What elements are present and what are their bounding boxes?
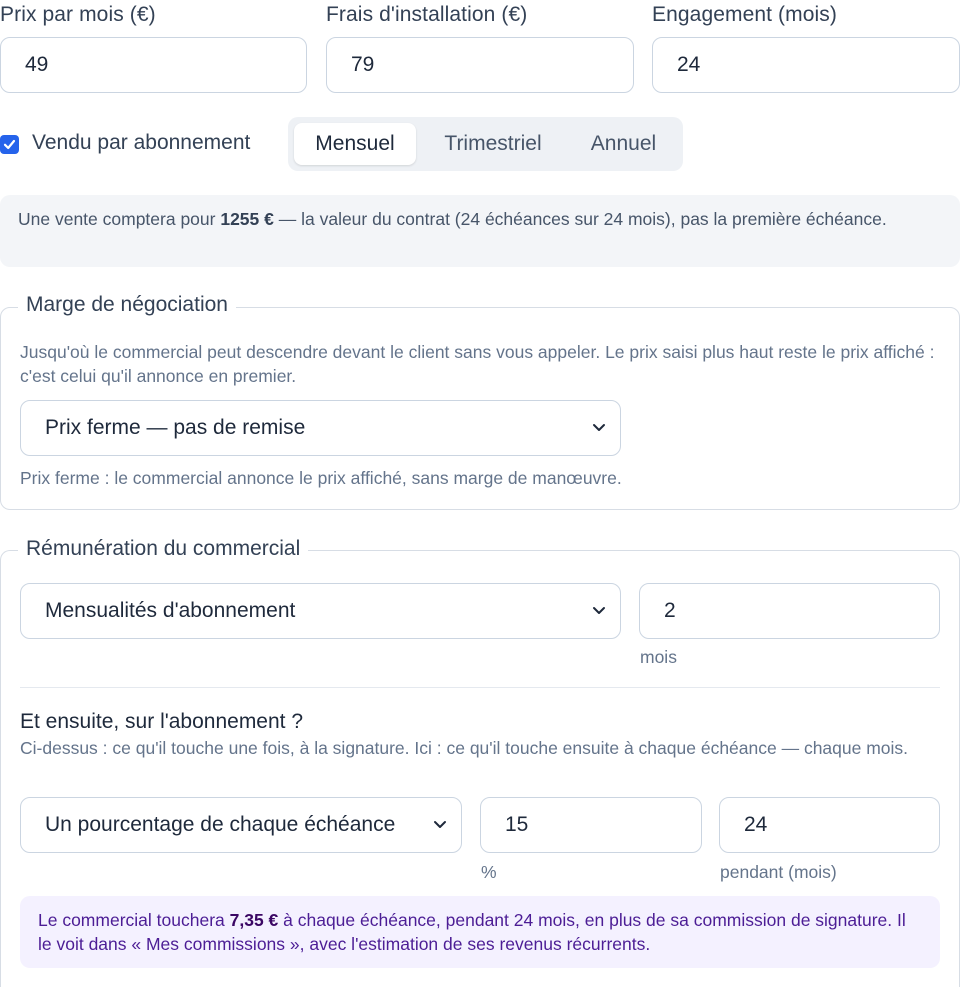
chevron-down-icon (592, 420, 606, 434)
billing-period-selector (288, 117, 683, 171)
contract-value-info (0, 195, 960, 267)
setup-fee-label: Frais d'installation (€) (326, 3, 528, 26)
tab-annuel[interactable]: Annuel (590, 132, 657, 155)
percent-input[interactable] (480, 797, 702, 853)
chevron-down-icon (433, 817, 447, 831)
subscription-checkbox-wrap[interactable] (0, 135, 19, 154)
duration-input[interactable] (719, 797, 940, 853)
info-suffix: — la valeur du contrat (24 échéances sur 24 mois), pas la première échéance. (273, 209, 887, 229)
recurring-type-select[interactable] (20, 797, 462, 853)
recurring-description: Ci-dessus : ce qu'il touche une fois, à la signature. Ici : ce qu'il touche ensuite à chaque échéance — chaque mois. (20, 738, 909, 758)
negotiation-description: Jusqu'où le commercial peut descendre devant le client sans vous appeler. Le prix saisi plus haut reste le prix affiché : c'est celui qu'il annonce en premier. (20, 342, 935, 386)
recurring-type-value: Un pourcentage de chaque échéance (45, 813, 396, 836)
negotiation-select[interactable] (20, 400, 621, 456)
remuneration-type-value: Mensualités d'abonnement (45, 599, 296, 622)
divider (20, 687, 940, 688)
checkmark-icon (3, 138, 16, 151)
subscription-checkbox-label[interactable]: Vendu par abonnement (32, 131, 251, 154)
negotiation-legend: Marge de négociation (18, 293, 236, 317)
info-amount: 1255 € (220, 209, 274, 229)
remuneration-months-input[interactable] (639, 583, 940, 639)
percent-unit: % (481, 862, 497, 882)
duration-unit: pendant (mois) (720, 862, 837, 882)
monthly-price-input[interactable] (0, 37, 307, 93)
commitment-input[interactable] (652, 37, 960, 93)
commitment-label: Engagement (mois) (652, 3, 837, 26)
summary-suffix: à chaque échéance, pendant 24 mois, en plus de sa commission de signature. Il le voit dans « Mes commissions », avec l'estimation de ses revenus récurrents. (38, 910, 906, 954)
recurring-title: Et ensuite, sur l'abonnement ? (20, 710, 304, 733)
chevron-down-icon (592, 603, 606, 617)
remuneration-months-unit: mois (640, 647, 677, 667)
setup-fee-input[interactable] (326, 37, 634, 93)
summary-prefix: Le commercial touchera (38, 910, 230, 930)
remuneration-type-select[interactable] (20, 583, 621, 639)
remuneration-legend: Rémunération du commercial (18, 537, 308, 561)
tab-mensuel[interactable]: Mensuel (294, 123, 416, 165)
monthly-price-label: Prix par mois (€) (0, 3, 156, 26)
negotiation-hint: Prix ferme : le commercial annonce le prix affiché, sans marge de manœuvre. (20, 468, 622, 488)
tab-trimestriel[interactable]: Trimestriel (444, 132, 542, 155)
info-prefix: Une vente comptera pour (18, 209, 221, 229)
recurring-summary (20, 896, 940, 968)
subscription-checkbox[interactable] (0, 135, 19, 154)
negotiation-select-value: Prix ferme — pas de remise (45, 416, 306, 439)
summary-amount: 7,35 € (229, 910, 279, 930)
